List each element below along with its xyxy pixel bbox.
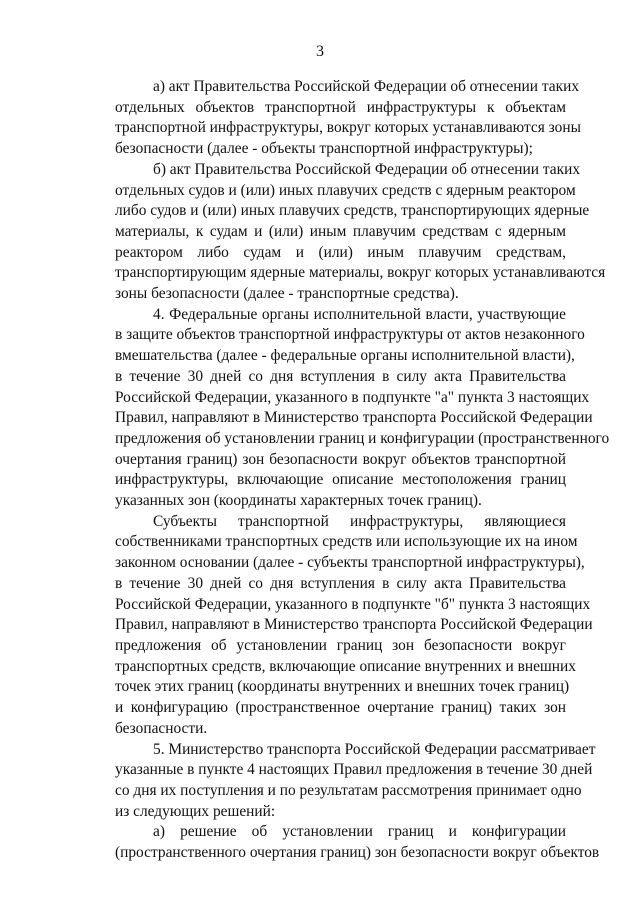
text-line: Российской Федерации, указанного в подпункте "а" пункта 3 настоящих (115, 388, 590, 406)
text-line: безопасности. (115, 719, 208, 737)
text-line: б) акт Правительства Российской Федерации об отнесении таких (153, 160, 581, 178)
text-line: зоны безопасности (далее - транспортные средства). (115, 285, 459, 303)
text-line: вмешательства (далее - федеральные органы исполнительной власти), (115, 347, 575, 365)
text-line: 4. Федеральные органы исполнительной власти, участвующие (153, 305, 566, 323)
text-line: а) акт Правительства Российской Федерации об отнесении таких (153, 78, 580, 95)
paragraph (77, 77, 581, 160)
text-line: предложения об установлении границ зон безопасности вокруг (115, 636, 566, 654)
text-line: со дня их поступления и по результатам рассмотрения принимает одно (115, 781, 582, 799)
text-line: указанные в пункте 4 настоящих Правил предложения в течение 30 дней (115, 761, 593, 779)
text-line: (пространственного очертания границ) зон безопасности вокруг объектов (115, 844, 600, 862)
text-line: указанных зон (координаты характерных точек границ). (115, 492, 482, 510)
text-line: отдельных объектов транспортной инфраструктуры к объектам (115, 98, 566, 116)
paragraph (77, 822, 600, 863)
paragraph (77, 512, 593, 740)
text-line: 5. Министерство транспорта Российской Федерации рассматривает (153, 740, 596, 758)
text-line: точек этих границ (координаты внутренних и внешних точек границ) (115, 678, 570, 696)
text-line: реактором либо судам и (или) иным плавучим средствам, (115, 243, 566, 261)
paragraph (77, 305, 610, 512)
text-line: Субъекты транспортной инфраструктуры, являющиеся (153, 512, 566, 530)
text-line: транспортирующим ядерные материалы, вокруг которых устанавливаются (115, 264, 606, 282)
text-line: предложения об установлении границ и конфигурации (пространственного (115, 429, 610, 447)
text-line: очертания границ) зон безопасности вокруг объектов транспортной (115, 450, 566, 468)
text-line: законном основании (далее - субъекты транспортной инфраструктуры), (115, 554, 585, 572)
text-line: отдельных судов и (или) иных плавучих средств с ядерным реактором (115, 181, 576, 199)
paragraph (77, 160, 606, 305)
text-line: либо судов и (или) иных плавучих средств, транспортирующих ядерные (115, 202, 590, 220)
text-line: инфраструктуры, включающие описание местоположения границ (115, 471, 566, 489)
text-line: в защите объектов транспортной инфраструктуры от актов незаконного (115, 326, 585, 344)
text-line: Правил, направляют в Министерство транспорта Российской Федерации (115, 409, 593, 427)
text-line: транспортной инфраструктуры, вокруг которых устанавливаются зоны (115, 119, 581, 137)
page-number: 3 (316, 43, 324, 60)
text-line: транспортных средств, включающие описание внутренних и внешних (115, 657, 576, 675)
text-line: Российской Федерации, указанного в подпункте "б" пункта 3 настоящих (115, 595, 591, 613)
text-line: в течение 30 дней со дня вступления в силу акта Правительства (115, 574, 566, 592)
text-line: из следующих решений: (115, 802, 276, 820)
text-line: безопасности (далее - объекты транспортной инфраструктуры); (115, 140, 533, 158)
document-body (77, 77, 610, 864)
text-line: Правил, направляют в Министерство транспорта Российской Федерации (115, 616, 593, 634)
text-line: и конфигурацию (пространственное очертание границ) таких зон (115, 699, 566, 717)
text-line: собственниками транспортных средств или использующие их на ином (115, 533, 578, 551)
paragraph (77, 740, 596, 823)
text-line: а) решение об установлении границ и конфигурации (153, 823, 566, 841)
text-line: материалы, к судам и (или) иным плавучим средствам с ядерным (115, 222, 566, 240)
text-line: в течение 30 дней со дня вступления в силу акта Правительства (115, 367, 566, 385)
